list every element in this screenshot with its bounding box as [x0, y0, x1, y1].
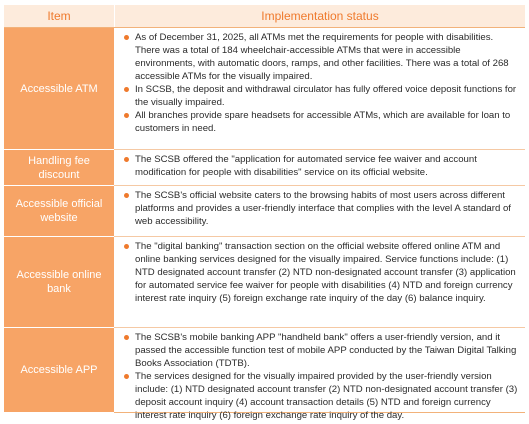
list-item: The "digital banking" transaction section on the official website offered online ATM and online banking services designed for the visually impaired. Service functions include: (1) NTD designated account transfer (2) NTD non-designated account transfer (3) application for automated service fee waiver for people with disabilities (4) NTD and foreign currency interest rate inquiry (5) foreign exchange rate inquiry of the day (6) balance inquiry.	[124, 240, 519, 305]
header-item: Item	[4, 5, 114, 27]
list-item: The services designed for the visually impaired provided by the user-friendly version include: (1) NTD designated account transfer (2) NTD non-designated account transfer (3) deposit account inquiry (4) account transaction details (5) NTD and foreign currency interest rate inquiry (6) foreign exchange rate inquiry of the day.	[124, 370, 519, 422]
bullet-icon	[124, 335, 129, 340]
row-status	[114, 186, 525, 236]
implementation-table	[4, 5, 525, 421]
list-item: All branches provide spare headsets for accessible ATMs, which are available for loan to customers in need.	[124, 109, 519, 135]
bullet-icon	[124, 87, 129, 92]
row-status	[114, 237, 525, 327]
row-status	[114, 28, 525, 149]
row-item-label: Accessible APP	[4, 328, 114, 413]
list-item: The SCSB's mobile banking APP "handheld bank" offers a user-friendly version, and it passed the accessible function test of mobile APP conducted by the Taiwan Digital Talking Books Association (TDTB).	[124, 331, 519, 370]
row-status	[114, 328, 525, 421]
bullet-icon	[124, 374, 129, 379]
list-item: The SCSB's official website caters to the browsing habits of most users across different platforms and provides a user-friendly interface that complies with the level A standard of web accessibility.	[124, 189, 519, 228]
table-row	[4, 237, 525, 328]
row-status	[114, 150, 525, 185]
table-row	[4, 328, 525, 421]
table-row	[4, 28, 525, 150]
header-status: Implementation status	[114, 5, 525, 27]
list-item: As of December 31, 2025, all ATMs met the requirements for people with disabilities. There was a total of 184 wheelchair-accessible ATMs that were in accessible environments, with automatic doors, ramps, and other facilities. There was a total of 268 accessible ATMs for the visually impaired.	[124, 31, 519, 83]
bullet-icon	[124, 244, 129, 249]
bullet-icon	[124, 35, 129, 40]
table-row	[4, 186, 525, 237]
list-item: In SCSB, the deposit and withdrawal circulator has fully offered voice deposit functions for the visually impaired.	[124, 83, 519, 109]
bullet-icon	[124, 157, 129, 162]
row-item-label: Accessible online bank	[4, 237, 114, 328]
row-item-label: Accessible ATM	[4, 28, 114, 150]
row-item-label: Handling fee discount	[4, 150, 114, 186]
table-row	[4, 150, 525, 186]
row-item-label: Accessible official website	[4, 186, 114, 237]
table-header	[4, 5, 525, 28]
list-item: The SCSB offered the "application for automated service fee waiver and account modification for people with disabilities" service on its official website.	[124, 153, 519, 179]
bullet-icon	[124, 193, 129, 198]
bullet-icon	[124, 113, 129, 118]
